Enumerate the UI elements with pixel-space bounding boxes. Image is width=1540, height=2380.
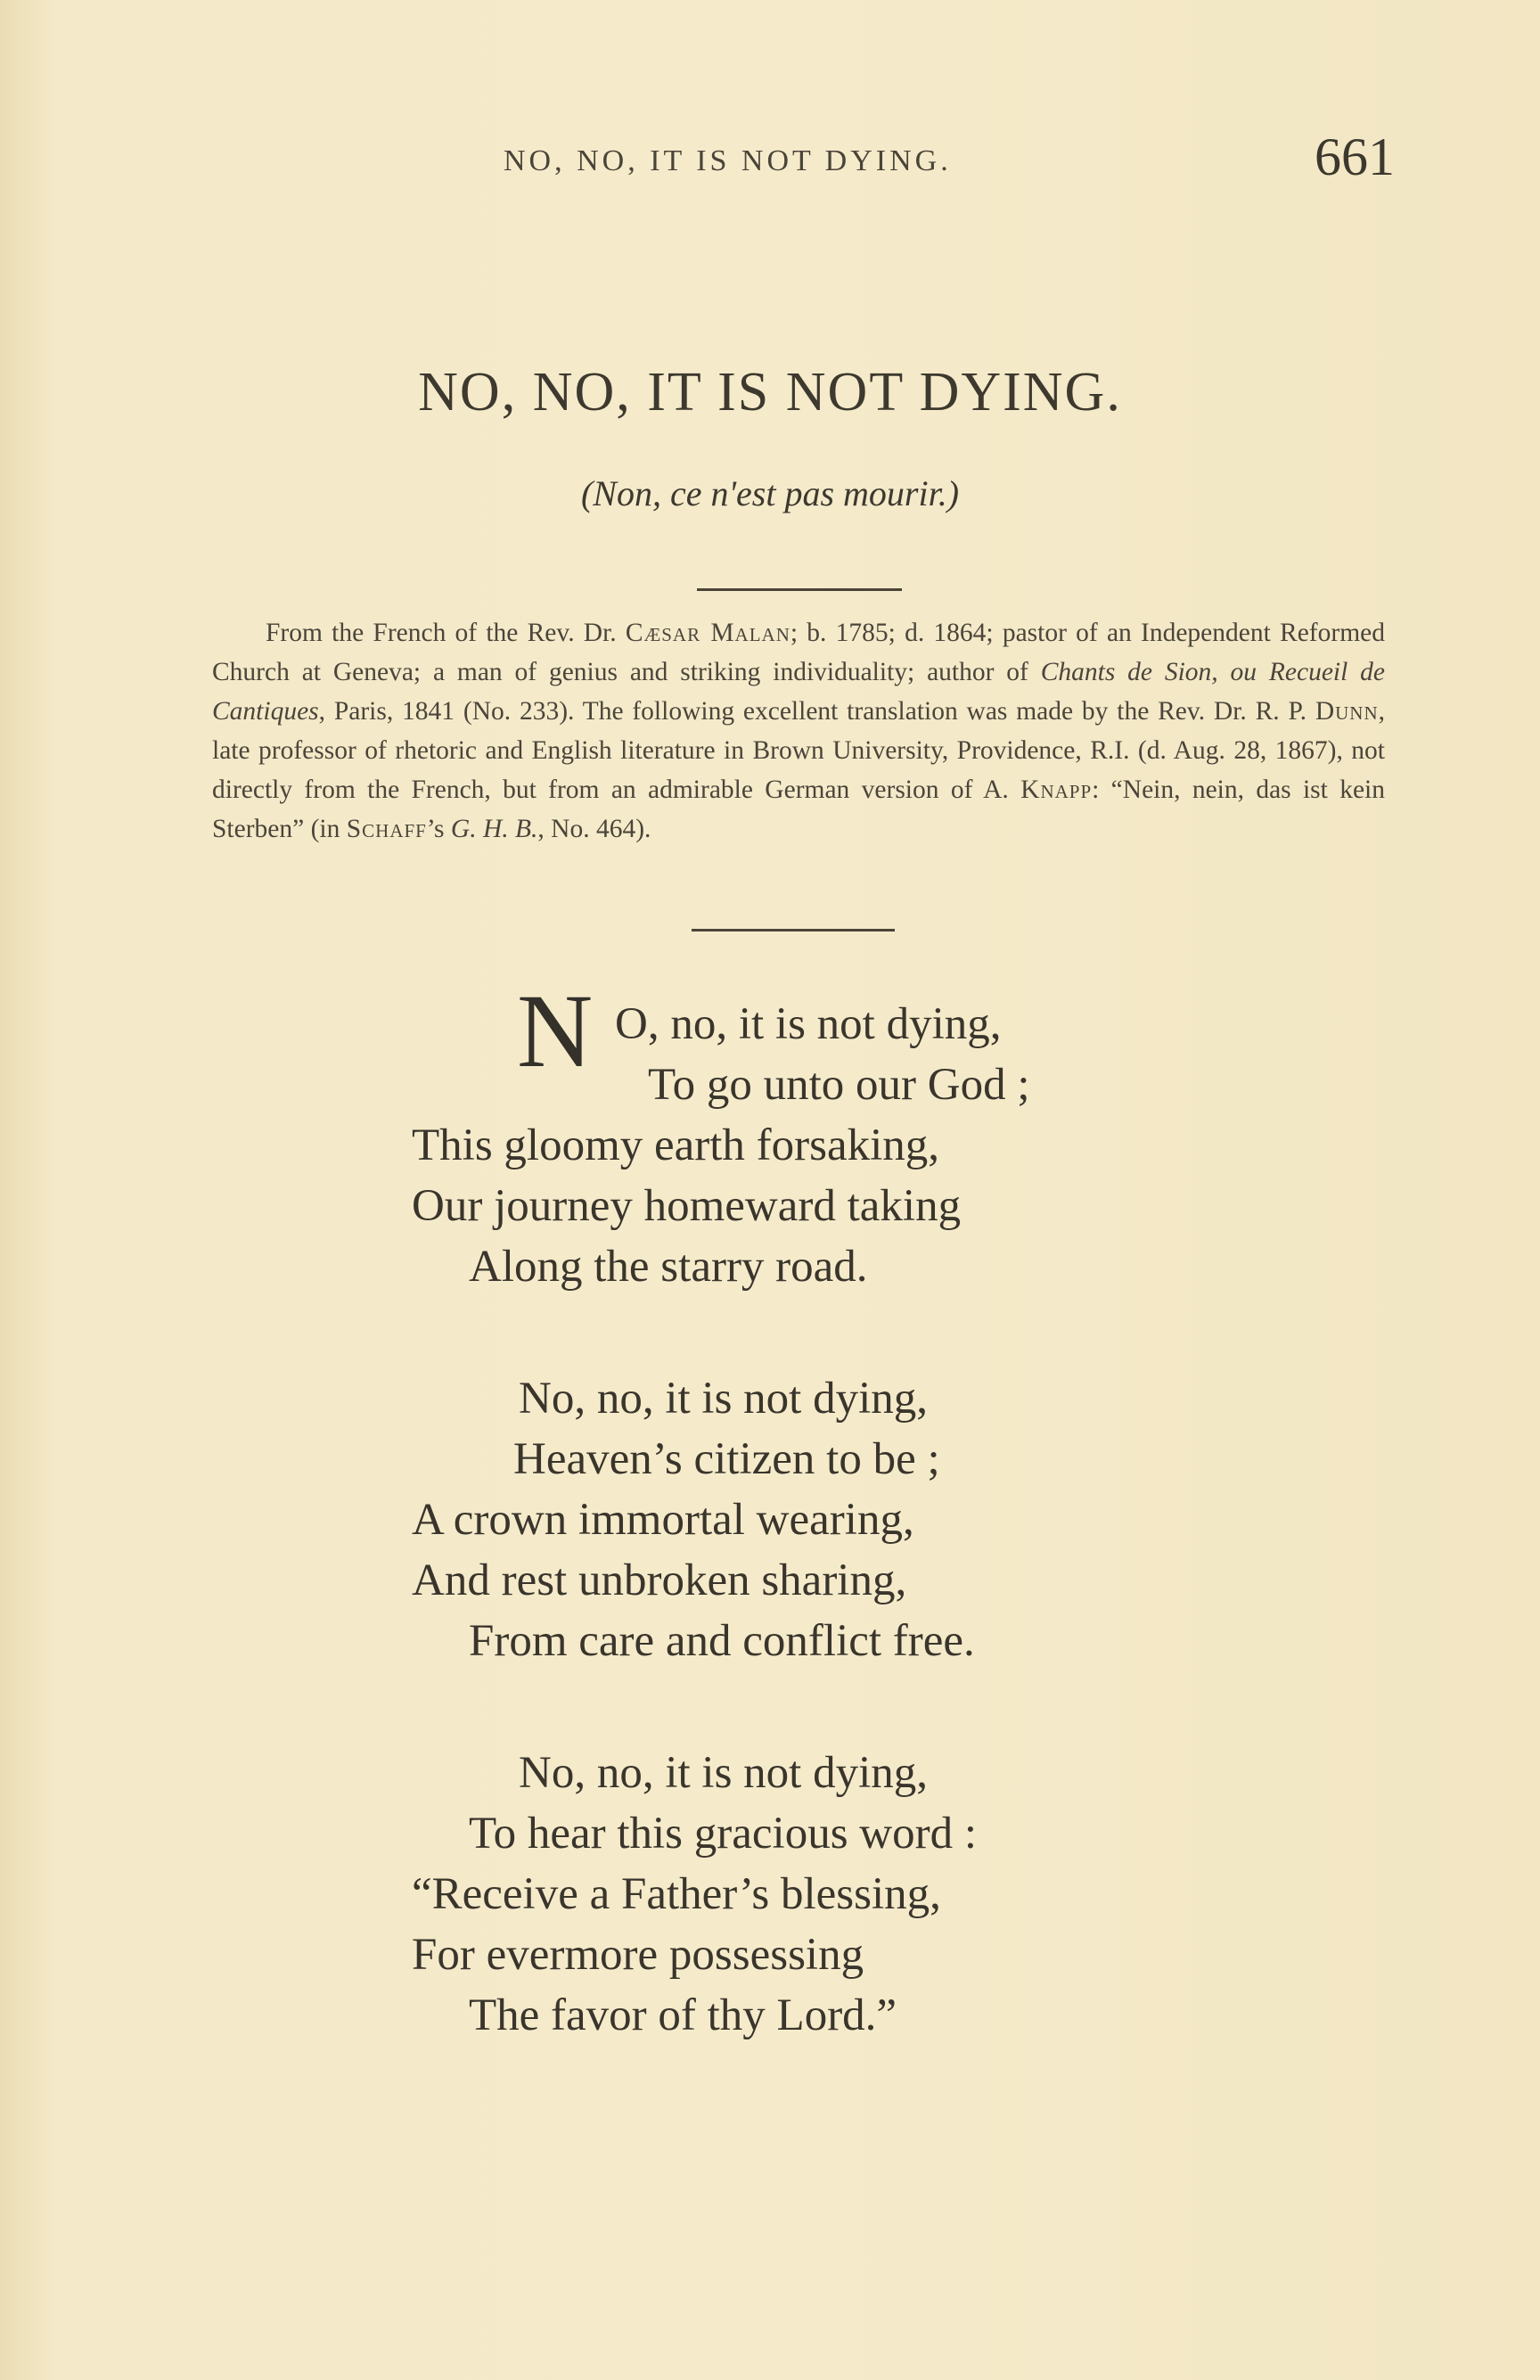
stanza-3-line-3: “Receive a Father’s blessing,: [412, 1869, 941, 1919]
stanza-2-line-3: A crown immortal wearing,: [412, 1495, 914, 1545]
divider-rule-top: [697, 588, 902, 591]
running-head: [0, 125, 1540, 196]
stanza-1-line-5: Along the starry road.: [469, 1242, 868, 1292]
note-text: , No. 464).: [537, 815, 651, 843]
stanza-2-line-4: And rest unbroken sharing,: [412, 1555, 907, 1605]
stanza-3-line-2: To hear this gracious word :: [469, 1809, 978, 1859]
hymn-title: NO, NO, IT IS NOT DYING.: [418, 362, 1122, 423]
collection-title: G. H. B.: [450, 815, 538, 843]
source-note: [212, 613, 1385, 849]
note-text: , late professor of rhetoric and English literature in Brown University, Providence, R.I. (d. Aug. 28, 1867), not directly from the French, but from an admirable German version of A.: [212, 697, 1385, 804]
stanza-3-line-4: For evermore possessing: [412, 1930, 864, 1980]
stanza-2-line-1: No, no, it is not dying,: [519, 1374, 929, 1424]
drop-cap: N: [517, 973, 594, 1089]
stanza-1-line-2: To go unto our God ;: [648, 1060, 1030, 1110]
note-text: , Paris, 1841 (No. 233). The following excellent translation was made by the Rev. Dr. R. P.: [318, 697, 1315, 726]
running-head-title: NO, NO, IT IS NOT DYING.: [504, 144, 952, 177]
note-text: ; b. 1785; d. 1864; pastor of an Independent Reformed Church at Geneva; a man of genius and striking individuality; author of: [212, 619, 1385, 686]
hymn-subtitle: (Non, ce n'est pas mourir.): [580, 473, 960, 513]
note-text: From the French of the Rev. Dr.: [266, 619, 626, 647]
source-note-paragraph: [212, 613, 1385, 849]
stanza-1-line-3: This gloomy earth forsaking,: [412, 1120, 940, 1170]
divider-rule-bottom: [692, 929, 895, 931]
note-text: : “Nein, nein, das ist kein Sterben” (in: [212, 776, 1385, 843]
stanza-2-line-2: Heaven’s citizen to be ;: [513, 1434, 940, 1484]
stanza-2-line-5: From care and conflict free.: [469, 1616, 975, 1666]
translator-name: Dunn: [1315, 697, 1379, 726]
german-author-name: Knapp: [1020, 776, 1093, 804]
note-text: ’s: [426, 815, 451, 843]
stanza-3-line-1: No, no, it is not dying,: [519, 1748, 929, 1798]
stanza-1-line-1: O, no, it is not dying,: [615, 999, 1002, 1049]
page-number: 661: [1315, 127, 1395, 186]
work-title: Chants de Sion, ou Recueil de Cantiques: [212, 658, 1385, 726]
editor-name: Schaff: [346, 815, 427, 843]
author-name: Cæsar Malan: [625, 619, 790, 647]
stanza-1-line-4: Our journey homeward taking: [412, 1181, 962, 1231]
stanza-3-line-5: The favor of thy Lord.”: [469, 1990, 897, 2040]
